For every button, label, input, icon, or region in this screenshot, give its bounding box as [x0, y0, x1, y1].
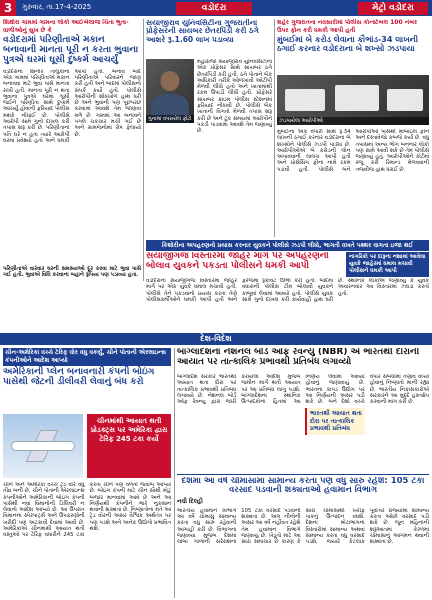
story-3: [277, 19, 429, 237]
vehicle-shape: [285, 89, 325, 111]
story-7-headline: દેશમાં આ વર્ષે ચોમાસામાં સામાન્ય કરતા પણ વધુ સારું રહેશે: 105 ટકા વરસાદ પડવાની શક્યતાઓ હવામાન વિભાગ: [181, 477, 425, 496]
band-1: કિશોરીના અપહરણનો પ્રયાસ કરનાર યુવકને પોલીસે ઝડપી લીધો, ભાગતી વખતે પથ્થર વાગતા ઇજા થઈ: [146, 240, 429, 251]
story-1-headline: વડોદરામાં પરિણીતાએ મકાન બનાવાની માનતા પૂરી ન કરતા ભુવાના પુત્રએ ઘરમાં ઘૂસી દુષ્કર્મ આચર્યું: [3, 35, 139, 65]
story-1: [3, 19, 141, 283]
header-bar: [0, 0, 432, 16]
story-1-footer: પરિણીતાએ વારંવાર ઘરની સમસ્યાઓ દૂર કરવા માટે ભુવા પાસે ગઈ હતી. ભુવાએ વિધિ કરવાના બહાને રૂપિયા પણ પડાવ્યા હતા.: [3, 265, 141, 278]
story-3-kicker: શહેર ગુજરાતના નવસારીમાં પોલીસ કોન્સ્ટેબલ 100 નંબર ઉપર ફોન કરી ધમકી આપી હતી: [277, 19, 418, 34]
story-5-body: ચીન અને અમેરિકા વચ્ચે ટ્રેડ વોર વધુ તીવ્ર બની છે. ચીને પોતાની એરલાઇન્સ કંપનીઓને અમેરિકાની બોઇંગ કંપની પાસેથી નવા વિમાનોની ડિલિવરી ન લેવાનો આદેશ આપ્યો છે. આ ઉપરાંત વિમાનના સ્પેરપાર્ટ્સ અને ઉપકરણોની ખરીદી પણ અટકાવી દેવામાં આવી છે. અમેરિકાએ ચીનમાંથી આયાત થતી વસ્તુઓ પર ટેરિફ વધારીને 245 ટકા કરતા ચીને પણ વળતો જવાબ આપ્યો છે. બોઇંગ કંપની માટે ચીન સૌથી મોટું બજાર માનવામાં આવે છે અને આ નિર્ણયથી કંપનીને ભારે નુકસાન થવાની શક્યતા છે. નિષ્ણાતોના મતે આ ટ્રેડ વોરની અસર વૈશ્વિક અર્થતંત્ર પર પણ પડશે અને અનેક ઉદ્યોગો પ્રભાવિત થશે.: [3, 482, 171, 539]
story-2-photo-caption: ગુનામાં વપરાયેલ ફોટો: [146, 115, 194, 123]
story-7-byline: નવી દિલ્હી: [177, 497, 203, 505]
story-6-pullquote: ભારતથી આયાત થતા દોરા પર તાત્કાલિક પ્રભાવથી પ્રતિબંધ: [305, 408, 365, 435]
section-band-desh-videsh: દેશ-વિદેશ: [0, 333, 432, 345]
story-4-headline: સયાજીગંજ વિસ્તારમાં જાહેર માર્ગ પર અપહરણનો બોલાવ યુવકને પકડતા પોલીસને ધમકી આપી: [146, 252, 329, 271]
story-7-body: ભારતીય હવામાન વિભાગે આ વર્ષે ચોમાસું સામાન્ય કરતા વધુ સારું રહેવાની આગાહી કરી છે. વિભાગના જણાવ્યા મુજબ દેશમાં લાંબા ગાળાની સરેરાશના 105 ટકા વરસાદ પડવાની શક્યતા છે. અલ નીનોની અસર આ વર્ષે નહીંવત રહેશે તેમ હવામાન વિભાગે જણાવ્યું છે. ખેડૂતો માટે આ સારા સમાચાર છે કારણ કે સારા ચોમાસાથી ખરીફ પાકનું ઉત્પાદન વધશે. દેશના મોટાભાગના વિસ્તારોમાં સામાન્ય અથવા સામાન્ય કરતા વધુ વરસાદ પડશે, જ્યારે કેટલાક પૂર્વોત્તર રાજ્યોમાં સામાન્ય કરતા ઓછો વરસાદ પડી શકે છે. જૂન મહિનાની શરૂઆતમાં કેરળમાં ચોમાસાનું આગમન થવાની શક્યતા છે.: [177, 507, 429, 546]
story-3-body: મુંબઈના એક વેપારી સાથે રૂ.34 લાખની ઠગાઈ કરનાર વડોદરાના બે શખ્સોને પોલીસે ઝડપી પાડ્યા છે. આરોપીઓએ બે કરોડની લોન અપાવવાની લાલચ આપી હતી અને પ્રોસેસિંગ ફીના નામે રકમ પડાવી હતી. પોલીસે બંને આરોપીઓ પાસેથી મોબાઇલ ફોન અને દસ્તાવેજો કબજે કર્યા છે. વધુ તપાસમાં અન્ય ભોગ બનનાર લોકો પણ સામે આવી શકે છે તેમ પોલીસે જણાવ્યું હતું. આરોપીઓને કોર્ટમાં રજૂ કરી રિમાન્ડ મેળવવાની તજવીજ હાથ ધરાઈ છે.: [277, 129, 429, 173]
story-3-photo: [277, 75, 429, 125]
story-4-strap: નાગરિકો પર દારૂના નશામાં આવેલા યુવકે જાહેરમાં ધમાલ મચાવી પોલીસને ધમકી આપી: [346, 252, 429, 277]
story-5-headline: અમેરિકાની પ્લેન બનાવનારી કંપની બોઇંગ પાસેથી જેટની ડીલીવરી લેવાનું બંધ કરો: [3, 367, 155, 387]
story-5-infobox: ચીનમાંથી આયાત થતી પ્રોડક્ટ્સ પર અમેરિકા દ્વારા ટેરિફ 245 ટકા કર્યો: [87, 414, 171, 478]
column-divider: [174, 348, 175, 598]
plane-fuselage-shape: [11, 441, 75, 451]
story-2-photo: [146, 59, 194, 123]
column-divider: [274, 19, 275, 237]
vehicle-shape: [335, 85, 379, 111]
story-6-headline: બાંગ્લાદેશના નેશનલ બોર્ડ ઓફ રેવન્યુ (NBR) એ ભારતથી દોરાની આયાત પર તાત્કાલિક પ્રભાવથી પ્રતિબંધ લગાવ્યો: [177, 348, 420, 367]
story-2-body: મહારાજા સયાજીરાવ યુનિવર્સિટીના એક પ્રોફેસર સાથે સાયબર ઠગે છેતરપિંડી કરી હતી. ઠગે પોતાને બેંક અધિકારી તરીકે ઓળખાવી ઓટીપી મેળવી લીધો હતો અને ખાતામાંથી રકમ ઉપાડી લીધી હતી. પ્રોફેસરે સાયબર ક્રાઇમ પોલીસ સ્ટેશનમાં ફરિયાદ નોંધાવી છે. પોલીસે બેંક ખાતાની વિગતો મેળવી તપાસ શરૂ કરી છે અને ટૂંક સમયમાં આરોપીને પકડી પાડવામાં આવશે તેમ જણાવ્યું છે.: [197, 59, 272, 135]
section-label-right: મેટ્રો વડોદરા: [358, 2, 428, 15]
story-5-photo: [3, 414, 83, 478]
story-3-photo-caption: ઝડપાયેલા આરોપીઓ: [277, 117, 429, 125]
dateline: ગુરુવાર, તા.17-4-2025: [22, 3, 92, 11]
person-head-shape: [160, 71, 179, 91]
story-4: [146, 252, 429, 330]
section-label-left: વડોદરા: [176, 2, 252, 15]
column-divider: [143, 19, 144, 281]
story-7: [177, 477, 429, 598]
story-3-headline: મુંબઈમાં બે કરોડ લેવાના કૌભાંડ-34 લાખની ઠગાઈ કરનાર વડોદરાના બે શખ્સો ઝડપાયા: [277, 35, 419, 53]
story-6: [177, 348, 429, 472]
story-4-body: વડોદરાના સયાજીગંજ વિસ્તારમાં જાહેર માર્ગ પર એક યુવકે ધમાલ મચાવી હતી. પોલીસે તેને પકડવાનો પ્રયાસ કરતા તેણે પોલીસકર્મીઓને ધમકી આપી હતી અને ફરજમાં રૂકાવટ ઊભી કરી હતી. બાદમાં વધારાની પોલીસ ટીમ બોલાવી યુવકને કાબૂમાં લેવામાં આવ્યો હતો. પોલીસે યુવક સામે ગુનો દાખલ કરી કાર્યવાહી હાથ ધરી છે. સ્થાનિક લોકોએ જણાવ્યું કે યુવક અવારનવાર આ વિસ્તારમાં ઝઘડા કરતો હતો.: [146, 278, 429, 303]
story-2: [146, 19, 272, 237]
story-1-kicker: શિક્ષોરા ગામમાં ગામના લોકો આઈબેલાજ ચિંતા ભુતા-વાળીઓનું સુખ છે કે: [3, 19, 129, 34]
story-6-body: બાંગ્લાદેશ સરકારે ભારતથી આયાત થતા દોરા પર તાત્કાલિક પ્રભાવથી પ્રતિબંધ લગાવ્યો છે. નેશનલ બોર્ડ ઓફ રેવન્યુ દ્વારા જારી કરાયેલા આદેશ મુજબ જમીન માર્ગે થતી આયાત પર આ પ્રતિબંધ લાગુ પડશે. બાંગ્લાદેશના સ્થાનિક ઉત્પાદકોના હિતમાં આ નિર્ણય લેવામાં આવ્યો હોવાનું જણાવાયું છે. ભારતના કાપડ ઉદ્યોગ પર આ નિર્ણયની અસર પડી શકે છે. બંને દેશો વચ્ચે વેપાર સંબંધોમાં તણાવ વધ્યો હોવાનું નિષ્ણાતો માની રહ્યા છે. ભારતીય નિકાસકારોએ સરકારને આ મુદ્દે હસ્તક્ષેપ કરવાની માંગ કરી છે.: [177, 374, 429, 406]
story-divider: [177, 474, 429, 475]
vehicle-shape: [387, 89, 423, 111]
story-1-body: વડોદરાના શિનોર તાલુકાના એક ગામમાં પરિણીતાએ મકાન બનાવવા માટે ભુવા પાસે માનતા રાખી હતી. માનતા પૂરી ન થતા ભુવાના પુત્રએ ઘરમાં ઘૂસી જઈને પરિણીતા સાથે દુષ્કર્મ આચર્યું હોવાની ફરિયાદ પોલીસ મથકે નોંધાઈ છે. પોલીસે આરોપી સામે ગુનો દાખલ કરી તપાસ શરૂ કરી છે. પરિણીતાના પતિ ઘરે ન હતા ત્યારે આરોપી ઘરમાં પ્રવેશ્યો હતો અને ધમકી આપી હતી. બનાવ બાદ પરિણીતાએ પરિવારને જાણ કરી હતી અને બાદમાં પોલીસનો સંપર્ક કર્યો હતો. પોલીસે આરોપીની શોધખોળ હાથ ધરી છે અને ભુવાની પણ પૂછપરછ કરવામાં આવશે તેમ જાણવા મળે છે. ગામમાં આ બનાવને પગલે ચકચાર મચી ગઈ છે અને ગ્રામજનોમાં રોષ ફેલાયો છે.: [3, 68, 141, 144]
story-2-headline: સયાજીરાવ યુનિવર્સિટીના ગુજરાતીના પ્રોફેસરની સાયબર છેતરપિંડી કરી ઠગે આશરે રૂ.1.60 લાખ પડાવ્યા: [146, 19, 259, 44]
story-5: [3, 348, 171, 598]
page-number: 3: [0, 0, 16, 16]
story-5-kicker: ચીન-અમેરિકા વચ્ચે ટેરિફ વોર વધુ વકર્યું, ચીને પોતાની એરલાઇન્સ કંપનીઓને આદેશ આપ્યો: [3, 348, 171, 366]
